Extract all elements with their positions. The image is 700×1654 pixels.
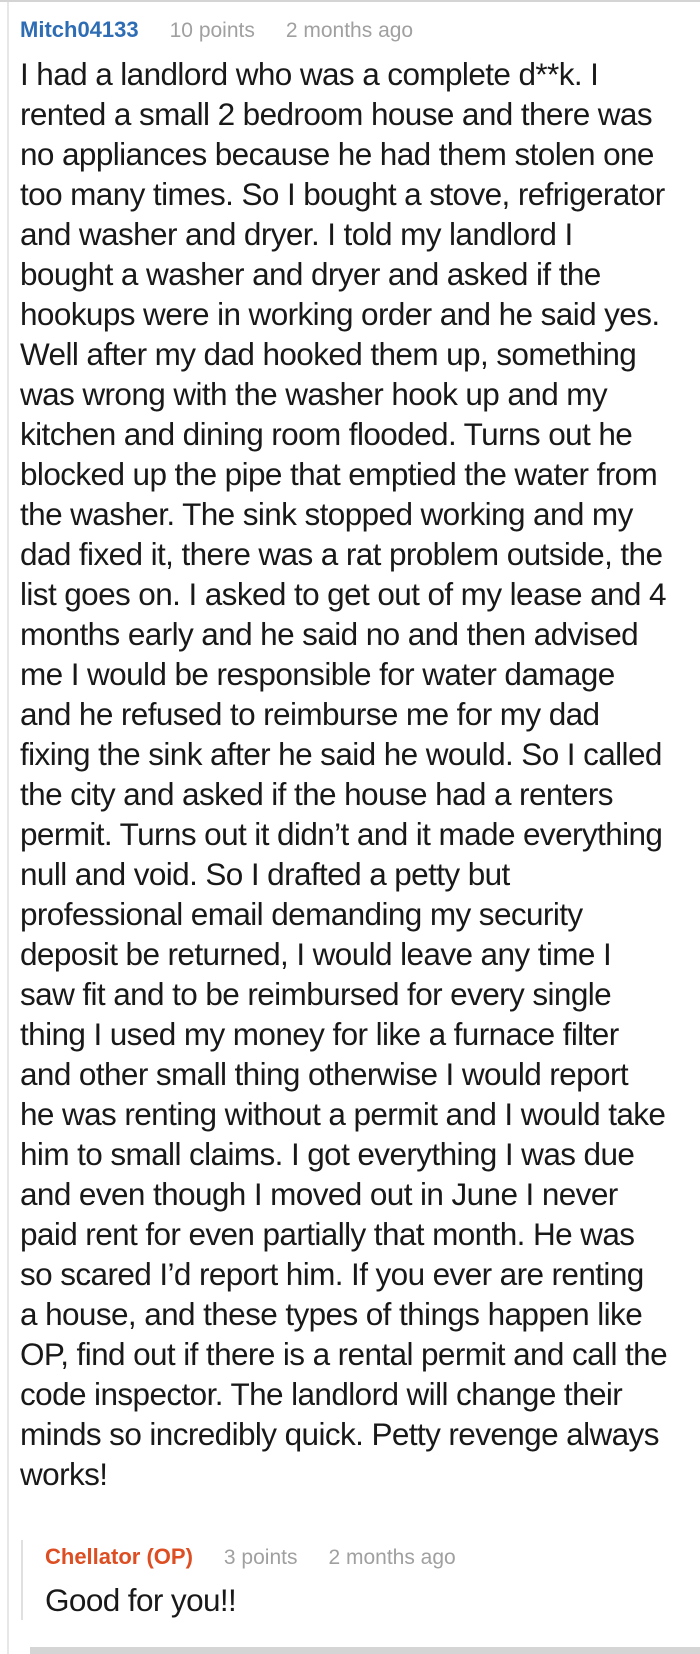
comment-timestamp: 2 months ago [285, 19, 414, 42]
comment-header [20, 17, 680, 44]
reply-comment [21, 1540, 680, 1620]
comment-points: 10 points [169, 19, 255, 42]
comment-thread-line [7, 2, 9, 1654]
reply-header [45, 1544, 680, 1571]
previous-element-edge [0, 0, 700, 2]
reply-timestamp: 2 months ago [328, 1546, 456, 1569]
next-element-edge [30, 1647, 700, 1654]
reply-username-link[interactable]: Chellator (OP) [45, 1544, 193, 1569]
comment-username-link[interactable]: Mitch04133 [20, 17, 139, 42]
reply-points: 3 points [223, 1546, 298, 1569]
comment-body-text: I had a landlord who was a complete d**k. I rented a small 2 bedroom house and there was no appliances because he had them stolen one too many times. So I bought a stove, refrigerator and washer and dryer. I told my landlord I bought a washer and dryer and asked if the hookups were in working order and he said yes. Well after my dad hooked them up, something was wrong with the washer hook up and my kitchen and dining room flooded. Turns out he blocked up the pipe that emptied the water from the washer. The sink stopped working and my dad fixed it, there was a rat problem outside, the list goes on. I asked to get out of my lease and 4 months early and he said no and then advised me I would be responsible for water damage and he refused to reimburse me for my dad fixing the sink after he said he would. So I called the city and asked if the house had a renters permit. Turns out it didn’t and it made everything null and void. So I drafted a petty but professional email demanding my security deposit be returned, I would leave any time I saw fit and to be reimbursed for every single thing I used my money for like a furnace filter and other small thing otherwise I would report he was renting without a permit and I would take him to small claims. I got everything I was due and even though I moved out in June I never paid rent for even partially that month. He was so scared I’d report him. If you ever are renting a house, and these types of things happen like OP, find out if there is a rental permit and call the code inspector. The landlord will change their minds so incredibly quick. Petty revenge always works! [20, 56, 667, 1492]
reply-body-text: Good for you!! [45, 1582, 237, 1618]
